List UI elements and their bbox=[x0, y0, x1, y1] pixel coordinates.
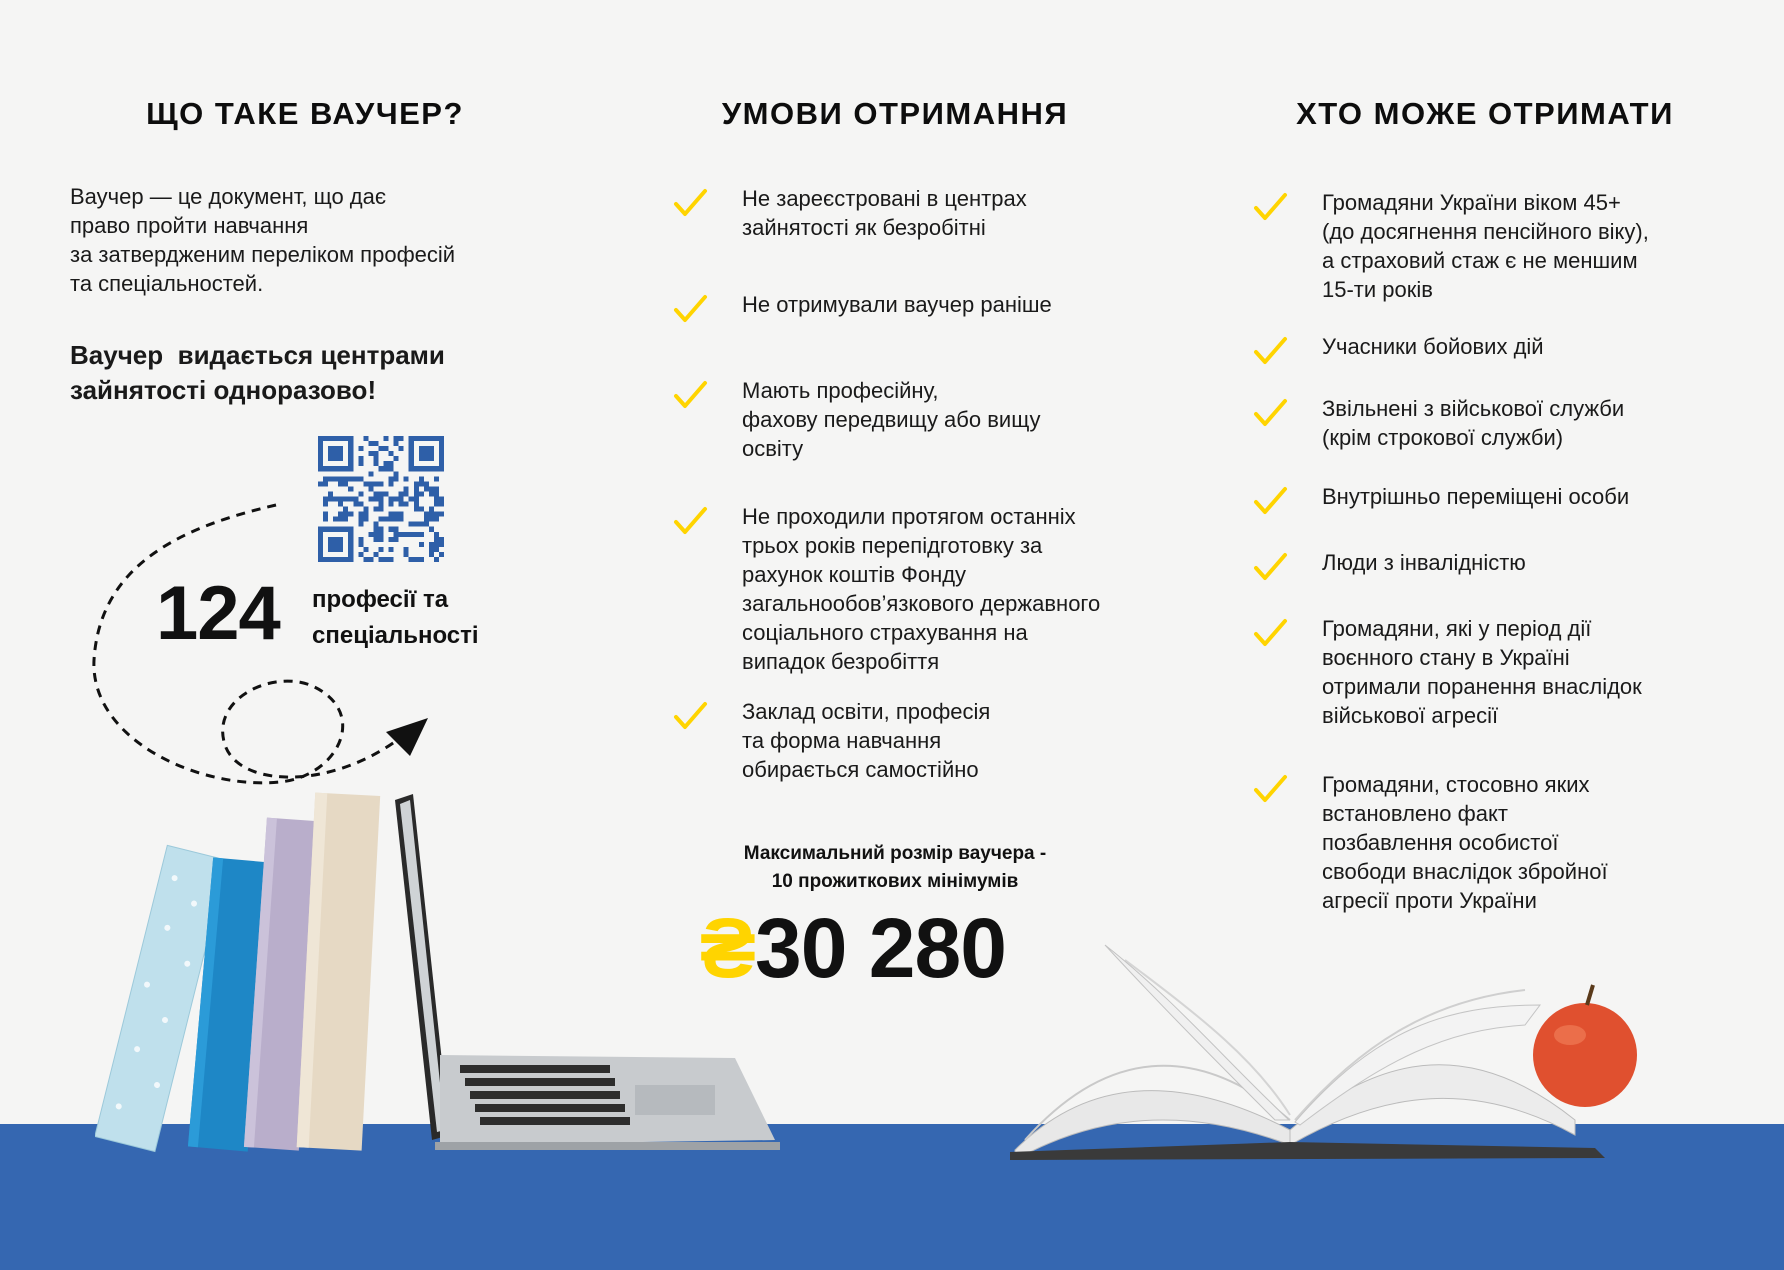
item-text-line: соціального страхування на bbox=[742, 620, 1028, 645]
check-icon bbox=[1252, 192, 1288, 222]
check-icon bbox=[672, 701, 708, 731]
item-text-line: трьох років перепідготовку за bbox=[742, 533, 1043, 558]
item-text-line: рахунок коштів Фонду bbox=[742, 562, 967, 587]
open-book-and-apple-illustration bbox=[1005, 930, 1645, 1160]
check-icon bbox=[672, 188, 708, 218]
hryvnia-sign-icon: ₴ bbox=[700, 901, 756, 995]
item-text-line: Люди з інвалідністю bbox=[1322, 550, 1526, 575]
item-text-line: 15-ти років bbox=[1322, 277, 1433, 302]
item-text-line: свободи внаслідок збройної bbox=[1322, 859, 1608, 884]
definition-line: право пройти навчання bbox=[70, 213, 309, 238]
item-text-line: Громадяни, стосовно яких bbox=[1322, 772, 1590, 797]
item-text-line: встановлено факт bbox=[1322, 801, 1508, 826]
item-text-line: позбавлення особистої bbox=[1322, 830, 1559, 855]
check-icon bbox=[672, 294, 708, 324]
item-text-line: а страховий стаж є не меншим bbox=[1322, 248, 1638, 273]
item-text-line: зайнятості як безробітні bbox=[742, 215, 986, 240]
definition-line: за затвердженим переліком професій bbox=[70, 242, 456, 267]
item-text-line: (до досягнення пенсійного віку), bbox=[1322, 219, 1649, 244]
item-text bbox=[742, 697, 990, 784]
item-text-line: освіту bbox=[742, 436, 804, 461]
who-can-get-heading: ХТО МОЖЕ ОТРИМАТИ bbox=[1296, 96, 1674, 131]
check-icon bbox=[1252, 336, 1288, 366]
professions-count: 124 bbox=[156, 571, 280, 656]
item-text bbox=[742, 502, 1100, 676]
check-icon bbox=[672, 380, 708, 410]
check-icon bbox=[1252, 774, 1288, 804]
item-text bbox=[742, 376, 1041, 463]
item-text-line: Не проходили протягом останніх bbox=[742, 504, 1076, 529]
item-text-line: Заклад освіти, професія bbox=[742, 699, 991, 724]
label-line: професії та bbox=[312, 586, 449, 613]
label-line: 10 прожиткових мінімумів bbox=[771, 871, 1019, 892]
amount-value: 30 280 bbox=[755, 901, 1006, 995]
item-text bbox=[1322, 614, 1642, 730]
label-line: Максимальний розмір ваучера - bbox=[743, 843, 1047, 864]
item-text-line: Внутрішньо переміщені особи bbox=[1322, 484, 1630, 509]
professions-count-label bbox=[312, 582, 532, 654]
item-text bbox=[1322, 770, 1608, 915]
item-text bbox=[1322, 482, 1629, 511]
item-text bbox=[742, 184, 1027, 242]
item-text-line: Громадяни України віком 45+ bbox=[1322, 190, 1621, 215]
what-is-voucher-heading: ЩО ТАКЕ ВАУЧЕР? bbox=[146, 96, 464, 131]
check-icon bbox=[1252, 552, 1288, 582]
label-line: спеціальності bbox=[312, 622, 479, 649]
note-line: Ваучер видається центрами bbox=[70, 340, 445, 370]
item-text-line: обирається самостійно bbox=[742, 757, 979, 782]
check-icon bbox=[1252, 618, 1288, 648]
item-text-line: Учасники бойових дій bbox=[1322, 334, 1544, 359]
books-and-laptop-illustration bbox=[95, 780, 785, 1160]
item-text-line: фахову передвищу або вищу bbox=[742, 407, 1041, 432]
voucher-definition bbox=[70, 182, 570, 298]
conditions-heading: УМОВИ ОТРИМАННЯ bbox=[721, 96, 1069, 131]
item-text-line: отримали поранення внаслідок bbox=[1322, 674, 1642, 699]
issued-once-note bbox=[70, 338, 570, 408]
item-text-line: загальнообов’язкового державного bbox=[742, 591, 1101, 616]
item-text-line: випадок безробіття bbox=[742, 649, 940, 674]
item-text-line: Громадяни, які у період дії bbox=[1322, 616, 1592, 641]
item-text-line: Не зареєстровані в центрах bbox=[742, 186, 1027, 211]
note-line: зайнятості одноразово! bbox=[70, 375, 377, 405]
item-text-line: Звільнені з військової служби bbox=[1322, 396, 1625, 421]
item-text-line: агресії проти України bbox=[1322, 888, 1537, 913]
item-text-line: та форма навчання bbox=[742, 728, 942, 753]
item-text bbox=[1322, 394, 1624, 452]
check-icon bbox=[1252, 486, 1288, 516]
item-text bbox=[1322, 188, 1649, 304]
check-icon bbox=[672, 506, 708, 536]
item-text bbox=[1322, 332, 1544, 361]
definition-line: Ваучер — це документ, що дає bbox=[70, 184, 387, 209]
item-text-line: воєнного стану в Україні bbox=[1322, 645, 1570, 670]
item-text-line: Мають професійну, bbox=[742, 378, 939, 403]
item-text-line: Не отримували ваучер раніше bbox=[742, 292, 1052, 317]
item-text bbox=[742, 290, 1052, 319]
definition-line: та спеціальностей. bbox=[70, 271, 264, 296]
check-icon bbox=[1252, 398, 1288, 428]
item-text-line: (крім строкової служби) bbox=[1322, 425, 1564, 450]
item-text-line: військової агресії bbox=[1322, 703, 1499, 728]
item-text bbox=[1322, 548, 1526, 577]
